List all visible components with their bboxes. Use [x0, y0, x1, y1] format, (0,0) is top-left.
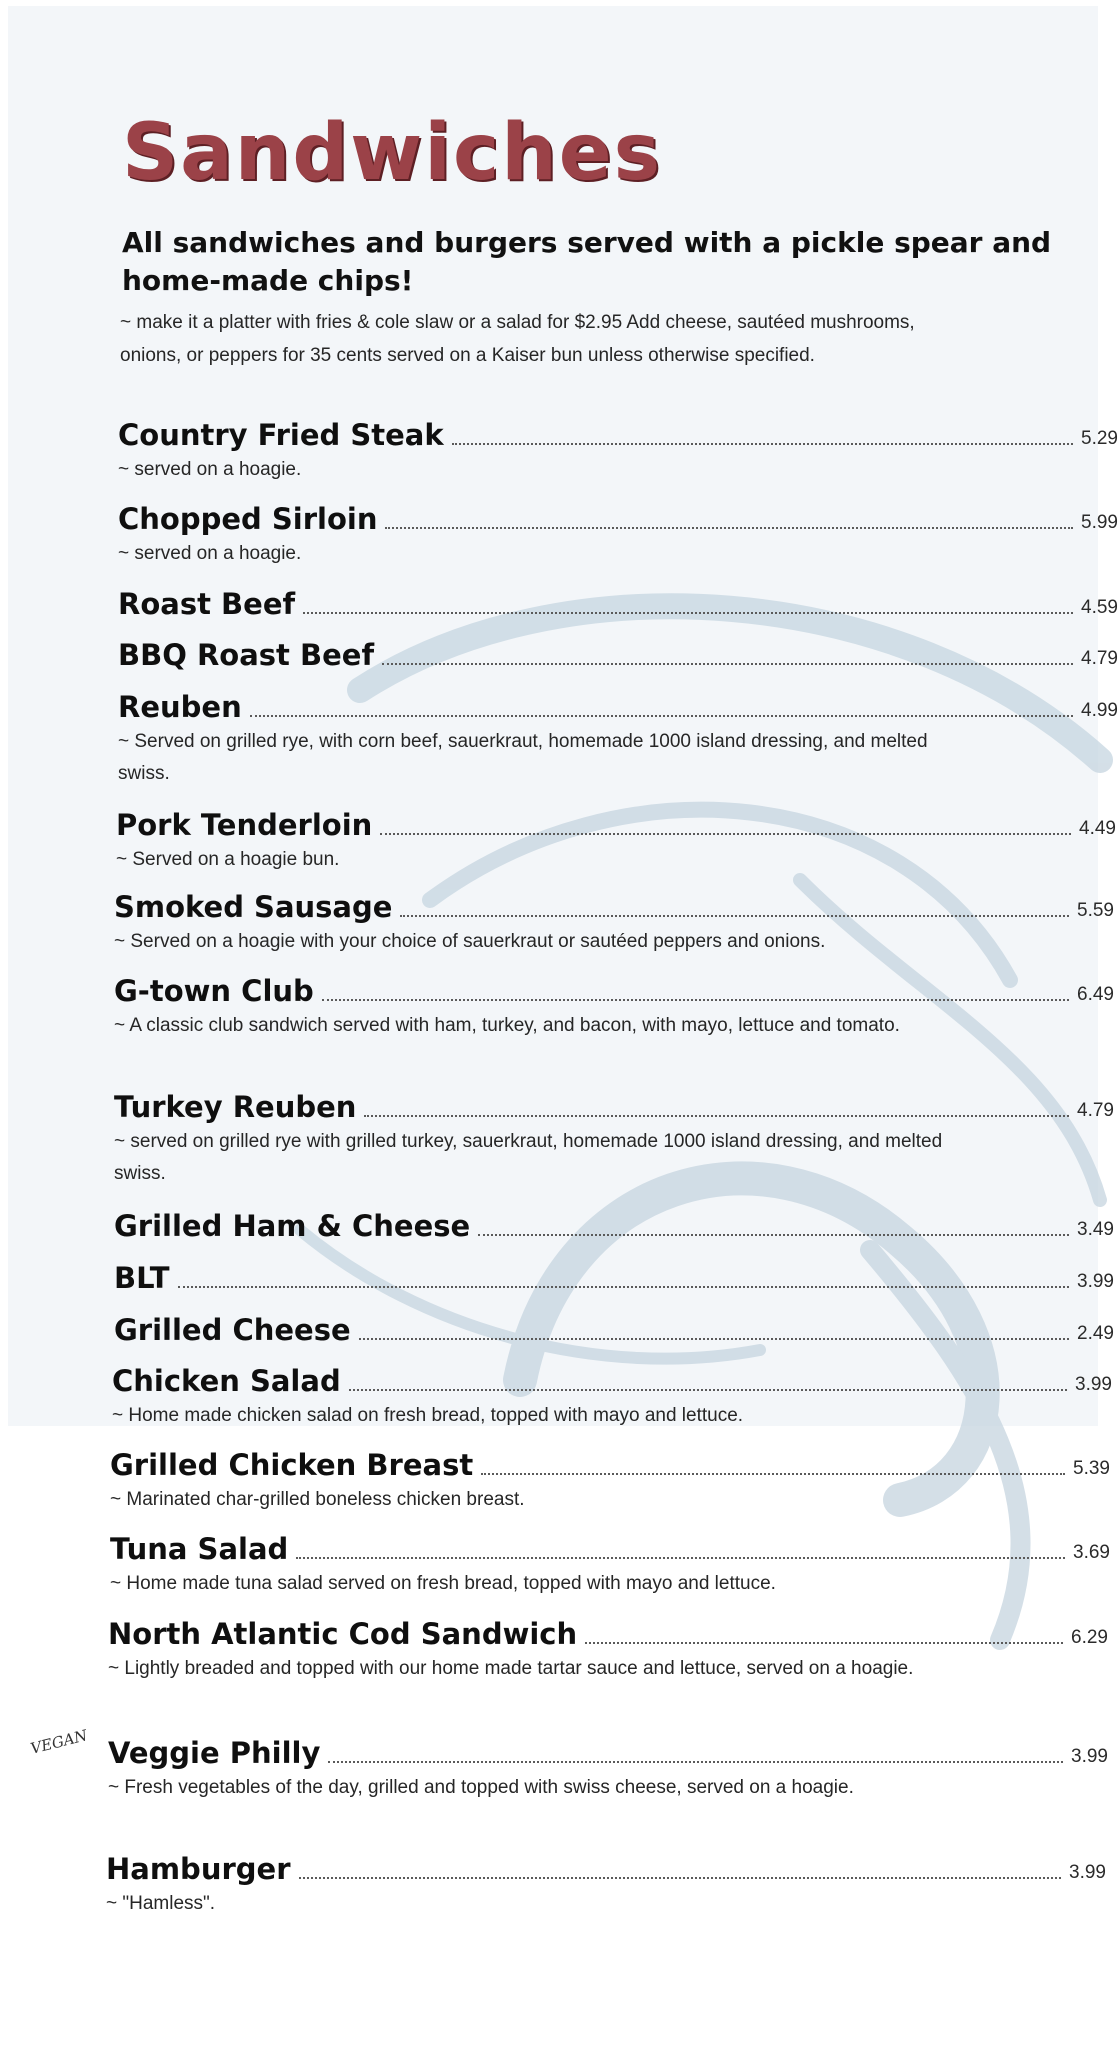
item-name: Hamburger: [106, 1852, 291, 1886]
item-price: 3.99: [1077, 1271, 1114, 1292]
item-description: ~ A classic club sandwich served with ham, turkey, and bacon, with mayo, lettuce and tomato.: [114, 1015, 900, 1036]
dot-leader: [364, 1114, 1069, 1117]
menu-item-roast-beef: [118, 585, 1118, 623]
item-name: Grilled Cheese: [114, 1313, 351, 1347]
dot-leader: [322, 998, 1069, 1001]
dot-leader: [400, 914, 1069, 917]
dot-leader: [299, 1876, 1062, 1879]
item-name: BBQ Roast Beef: [118, 638, 375, 672]
item-price: 4.59: [1081, 597, 1118, 618]
item-name: Reuben: [118, 690, 242, 724]
dot-leader: [250, 714, 1073, 717]
item-price: 3.99: [1071, 1746, 1108, 1767]
item-name: Roast Beef: [118, 587, 296, 621]
item-price: 6.29: [1071, 1627, 1108, 1648]
item-price: 5.29: [1081, 428, 1118, 449]
item-name: Grilled Chicken Breast: [110, 1448, 474, 1482]
item-name: Chicken Salad: [112, 1364, 341, 1398]
menu-item-reuben: [118, 688, 1118, 790]
item-price: 4.49: [1079, 818, 1116, 839]
item-description: ~ Served on grilled rye, with corn beef, sauerkraut, homemade 1000 island dressing, and melted swiss.: [118, 731, 928, 784]
dot-leader: [382, 662, 1073, 665]
vegan-handwritten-note: VEGAN: [28, 1726, 90, 1758]
menu-item-chopped-sirloin: [118, 500, 1118, 570]
menu-item-bbq-roast-beef: [118, 636, 1118, 674]
dot-leader: [303, 611, 1073, 614]
item-description: ~ Home made tuna salad served on fresh bread, topped with mayo and lettuce.: [110, 1573, 776, 1594]
dot-leader: [385, 526, 1073, 529]
item-description: ~ Home made chicken salad on fresh bread, topped with mayo and lettuce.: [112, 1405, 744, 1426]
item-name: Veggie Philly: [108, 1736, 321, 1770]
item-price: 3.99: [1075, 1374, 1112, 1395]
menu-item-chicken-salad: [112, 1362, 1112, 1432]
item-name: BLT: [114, 1261, 170, 1295]
item-price: 6.49: [1077, 984, 1114, 1005]
item-name: Chopped Sirloin: [118, 502, 378, 536]
dot-leader: [380, 832, 1071, 835]
menu-item-blt: [114, 1259, 1114, 1297]
item-price: 4.79: [1081, 648, 1118, 669]
menu-item-north-atlantic-cod-sandwich: [108, 1615, 1108, 1685]
menu-item-hamburger: [106, 1850, 1106, 1920]
item-name: Turkey Reuben: [114, 1090, 357, 1124]
page-title: Sandwiches: [122, 108, 663, 198]
item-description: ~ served on a hoagie.: [118, 459, 302, 480]
item-description: ~ served on grilled rye with grilled turkey, sauerkraut, homemade 1000 island dressing, and melted swiss.: [114, 1131, 943, 1184]
item-description: ~ served on a hoagie.: [118, 543, 302, 564]
menu-item-grilled-cheese: [114, 1311, 1114, 1349]
item-price: 2.49: [1077, 1323, 1114, 1344]
dot-leader: [349, 1388, 1067, 1391]
item-price: 5.59: [1077, 900, 1114, 921]
item-description: ~ Marinated char-grilled boneless chicken breast.: [110, 1489, 525, 1510]
menu-item-smoked-sausage: [114, 888, 1114, 958]
item-price: 5.99: [1081, 512, 1118, 533]
item-description: ~ Lightly breaded and topped with our home made tartar sauce and lettuce, served on a hoagie.: [108, 1658, 914, 1679]
item-price: 3.49: [1077, 1219, 1114, 1240]
item-price: 3.99: [1069, 1862, 1106, 1883]
menu-item-grilled-chicken-breast: [110, 1446, 1110, 1516]
item-name: Pork Tenderloin: [116, 808, 373, 842]
item-description: ~ Fresh vegetables of the day, grilled and topped with swiss cheese, served on a hoagie.: [108, 1777, 854, 1798]
menu-item-grilled-ham-cheese: [114, 1207, 1114, 1245]
menu-note: ~ make it a platter with fries & cole slaw or a salad for $2.95 Add cheese, sautéed mushrooms, onions, or peppers for 35 cents served on a Kaiser bun unless otherwise specified.: [120, 312, 915, 366]
item-name: Tuna Salad: [110, 1532, 289, 1566]
menu-intro: All sandwiches and burgers served with a pickle spear and home-made chips!: [122, 226, 1052, 297]
menu-item-turkey-reuben: [114, 1088, 1114, 1190]
menu-item-g-town-club: [114, 972, 1114, 1042]
menu-item-country-fried-steak: [118, 416, 1118, 486]
dot-leader: [296, 1556, 1065, 1559]
menu-item-tuna-salad: [110, 1530, 1110, 1600]
item-description: ~ Served on a hoagie with your choice of sauerkraut or sautéed peppers and onions.: [114, 931, 826, 952]
item-price: 4.79: [1077, 1100, 1114, 1121]
menu-item-veggie-philly: [108, 1734, 1108, 1804]
item-name: G-town Club: [114, 974, 314, 1008]
menu-item-pork-tenderloin: [116, 806, 1116, 876]
dot-leader: [585, 1641, 1063, 1644]
item-name: North Atlantic Cod Sandwich: [108, 1617, 578, 1651]
item-name: Grilled Ham & Cheese: [114, 1209, 471, 1243]
item-price: 4.99: [1081, 700, 1118, 721]
item-description: ~ "Hamless".: [106, 1893, 216, 1914]
dot-leader: [178, 1285, 1069, 1288]
dot-leader: [359, 1337, 1069, 1340]
item-price: 5.39: [1073, 1458, 1110, 1479]
dot-leader: [481, 1472, 1065, 1475]
dot-leader: [328, 1760, 1063, 1763]
dot-leader: [478, 1233, 1069, 1236]
dot-leader: [452, 442, 1073, 445]
item-price: 3.69: [1073, 1542, 1110, 1563]
item-name: Smoked Sausage: [114, 890, 393, 924]
item-description: ~ Served on a hoagie bun.: [116, 849, 340, 870]
item-name: Country Fried Steak: [118, 418, 444, 452]
